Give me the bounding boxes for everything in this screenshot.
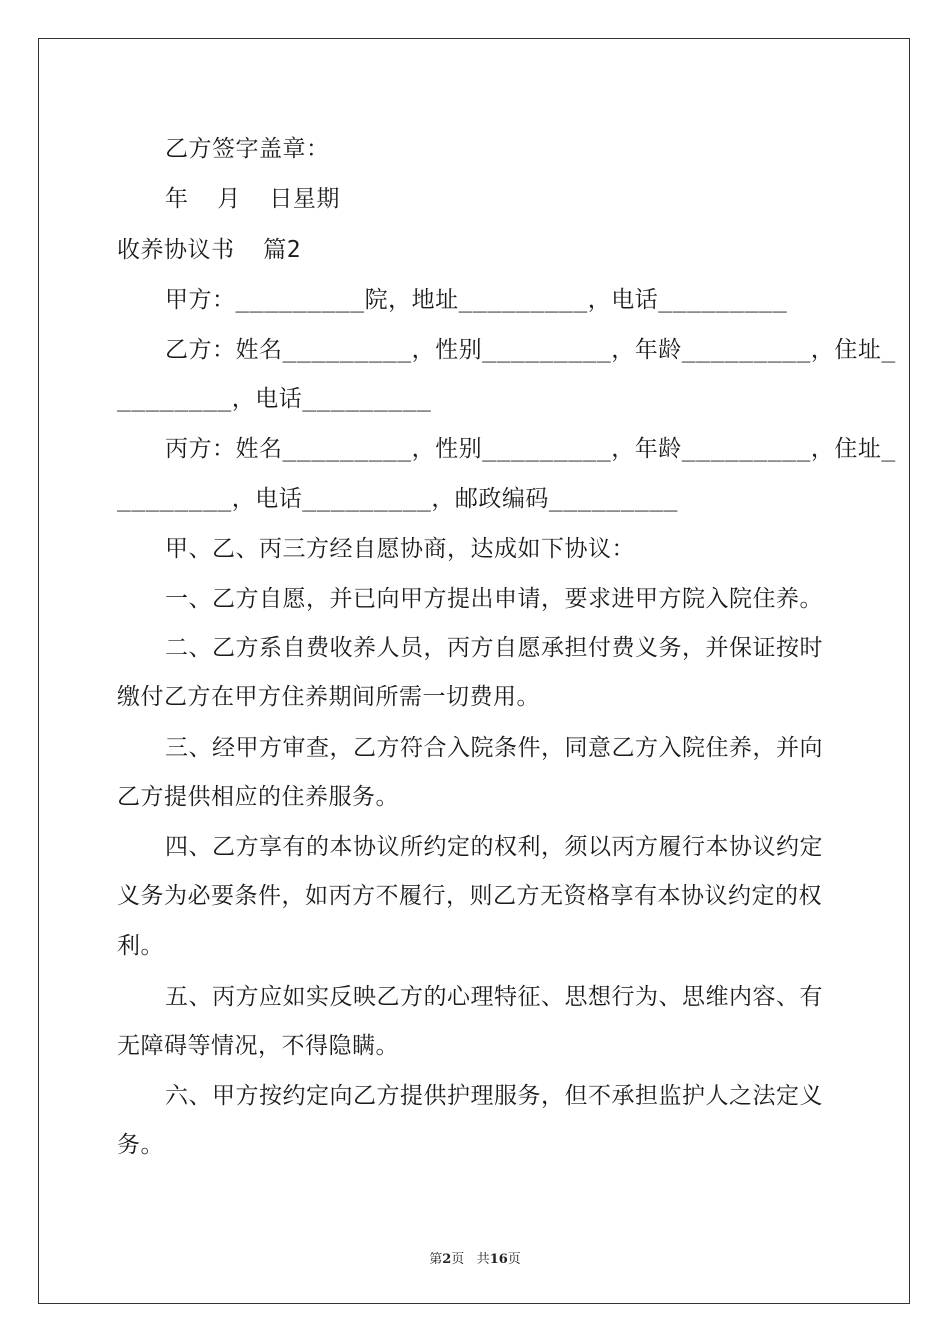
text-line: ________，电话_________ — [117, 386, 432, 412]
page-footer — [0, 1248, 950, 1267]
text-line: 丙方：姓名_________，性别_________，年龄_________，住址_ — [165, 436, 896, 462]
total-pages: 16 — [489, 1252, 508, 1267]
text-line: 利。 — [117, 933, 164, 959]
page-prefix: 第 — [429, 1252, 443, 1267]
text-line: 六、甲方按约定向乙方提供护理服务，但不承担监护人之法定义 — [165, 1083, 823, 1109]
text-line: 年 月 日星期 — [165, 186, 340, 212]
text-line: 乙方提供相应的住养服务。 — [117, 784, 399, 810]
text-line: 义务为必要条件，如丙方不履行，则乙方无资格享有本协议约定的权 — [117, 883, 822, 909]
text-line: 三、经甲方审查，乙方符合入院条件，同意乙方入院住养，并向 — [165, 735, 823, 761]
total-prefix: 共 — [476, 1252, 490, 1267]
total-suffix: 页 — [507, 1252, 521, 1267]
text-line: 无障碍等情况，不得隐瞒。 — [117, 1033, 399, 1059]
text-line: 甲、乙、丙三方经自愿协商，达成如下协议： — [165, 536, 635, 562]
text-line: 乙方签字盖章： — [165, 136, 330, 162]
text-line: 五、丙方应如实反映乙方的心理特征、思想行为、思维内容、有 — [165, 984, 823, 1010]
text-line: 四、乙方享有的本协议所约定的权利，须以丙方履行本协议约定 — [165, 834, 823, 860]
section-title: 收养协议书 篇2 — [117, 237, 302, 263]
text-line: 甲方：_________院，地址_________，电话_________ — [165, 287, 788, 313]
text-line: 二、乙方系自费收养人员，丙方自愿承担付费义务，并保证按时 — [165, 635, 823, 661]
page-border — [38, 38, 910, 1304]
text-line: 乙方：姓名_________，性别_________，年龄_________，住址_ — [165, 337, 896, 363]
page-number: 2 — [442, 1252, 452, 1267]
text-line: 缴付乙方在甲方住养期间所需一切费用。 — [117, 684, 540, 710]
text-line: ________，电话_________，邮政编码_________ — [117, 486, 679, 512]
page-suffix: 页 — [451, 1252, 465, 1267]
text-line: 一、乙方自愿，并已向甲方提出申请，要求进甲方院入院住养。 — [165, 586, 823, 612]
text-line: 务。 — [117, 1132, 164, 1158]
